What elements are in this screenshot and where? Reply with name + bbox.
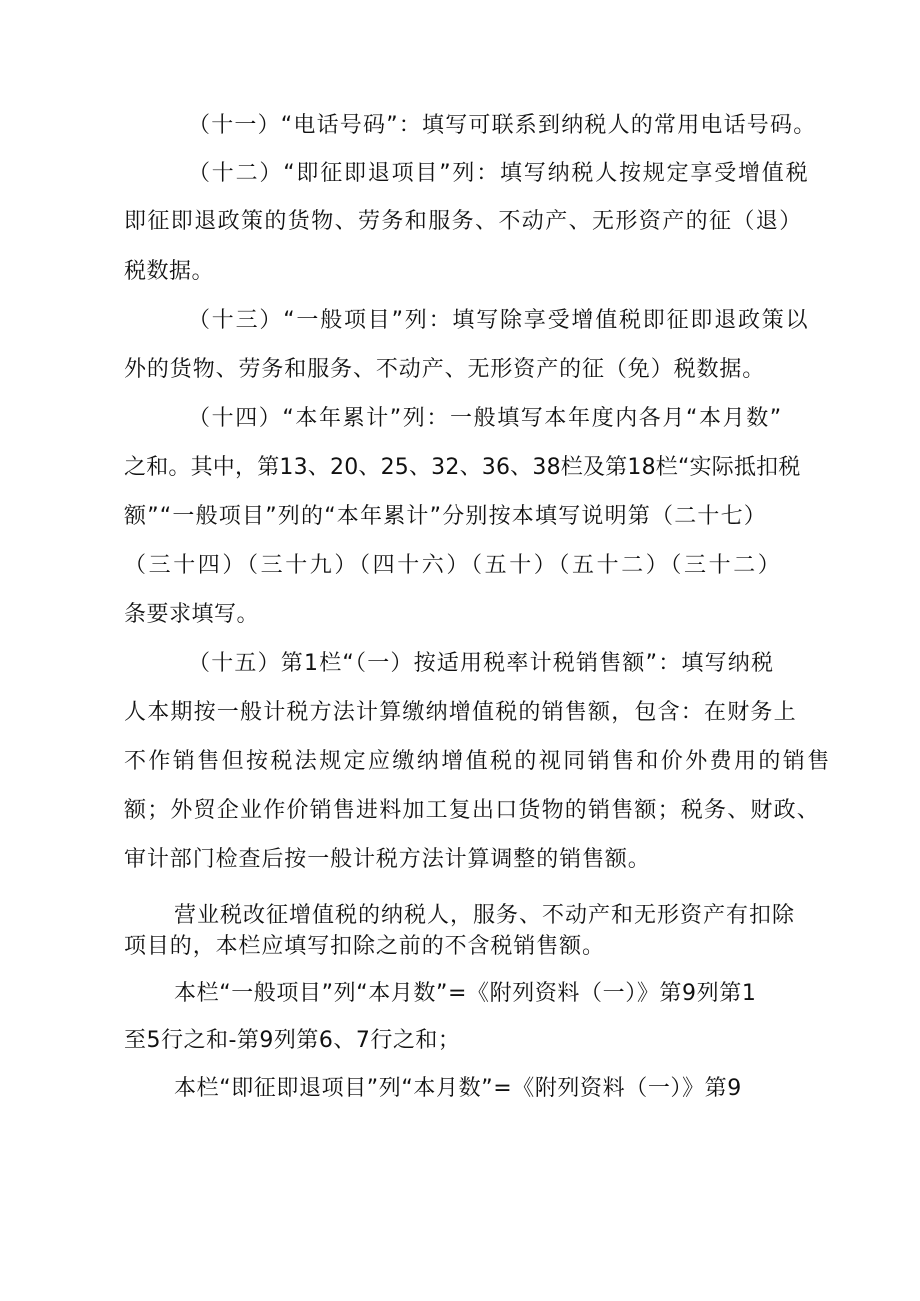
paragraph-line: 营业税改征增值税的纳税人，服务、不动产和无形资产有扣除 [174,903,796,928]
paragraph-line: 不作销售但按税法规定应缴纳增值税的视同销售和价外费用的销售 [124,749,832,774]
paragraph-line: 即征即退政策的货物、劳务和服务、不动产、无形资产的征（退） [124,209,803,234]
paragraph-line: 审计部门检查后按一般计税方法计算调整的销售额。 [124,847,651,872]
paragraph-line: 本栏“一般项目”列“本月数”=《附列资料（一）》第9列第1 [174,981,757,1006]
paragraph-line: （十三）“一般项目”列：填写除享受增值税即征即退政策以 [188,308,810,333]
paragraph-line: （十二）“即征即退项目”列：填写纳税人按规定享受增值税 [188,161,810,186]
paragraph-line: 额；外贸企业作价销售进料加工复出口货物的销售额；税务、财政、 [124,798,821,823]
paragraph-line: 税数据。 [124,259,215,284]
paragraph-line: 条要求填写。 [124,602,260,627]
paragraph-line: 人本期按一般计税方法计算缴纳增值税的销售额，包含：在财务上 [124,700,797,725]
paragraph-line: （十五）第1栏“（一）按适用税率计税销售额”：填写纳税 [188,651,775,676]
paragraph-line: 本栏“即征即退项目”列“本月数”=《附列资料（一）》第9 [174,1076,742,1101]
paragraph-line: 至5行之和-第9列第6、7行之和； [124,1028,461,1053]
paragraph-line: （三十四）（三十九）（四十六）（五十）（五十二）（三十二） [124,553,783,578]
paragraph-line: 之和。其中，第13、20、25、32、36、38栏及第18栏“实际抵扣税 [124,455,801,480]
paragraph-line: 额”“一般项目”列的“本年累计”分别按本填写说明第（二十七） [124,504,767,529]
paragraph-line: 项目的，本栏应填写扣除之前的不含税销售额。 [124,934,605,959]
paragraph-line: （十一）“电话号码”：填写可联系到纳税人的常用电话号码。 [188,113,817,138]
paragraph-line: 外的货物、劳务和服务、不动产、无形资产的征（免）税数据。 [124,357,766,382]
paragraph-line: （十四）“本年累计”列：一般填写本年度内各月“本月数” [188,406,783,431]
